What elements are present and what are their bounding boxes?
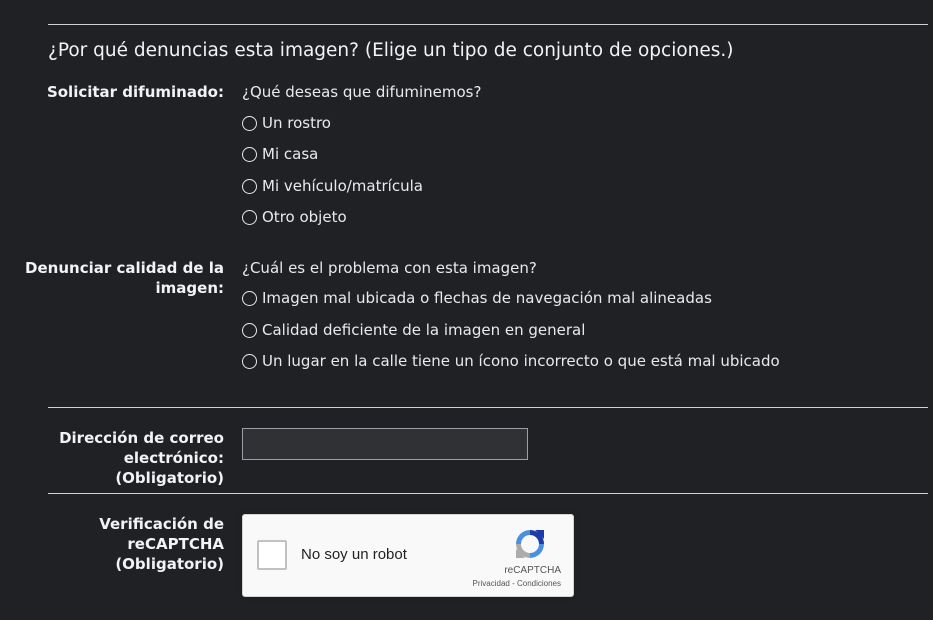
radio-button-icon[interactable]	[242, 291, 257, 306]
recaptcha-links	[473, 579, 562, 588]
blur-section-label: Solicitar difuminado:	[46, 83, 224, 101]
recaptcha-terms-link[interactable]: Condiciones	[516, 579, 561, 588]
quality-option-poor-quality[interactable]	[242, 320, 585, 340]
recaptcha-link-separator: -	[509, 579, 517, 588]
blur-prompt: ¿Qué deseas que difuminemos?	[242, 83, 482, 101]
report-question-heading: ¿Por qué denuncias esta imagen? (Elige un tipo de conjunto de opciones.)	[48, 40, 734, 61]
radio-button-icon[interactable]	[242, 210, 257, 225]
blur-option-house[interactable]	[242, 144, 318, 164]
label-line: Denunciar calidad de la	[25, 259, 224, 277]
top-divider	[48, 24, 928, 25]
recaptcha-privacy-link[interactable]: Privacidad	[472, 579, 510, 588]
quality-option-wrong-icon[interactable]	[242, 351, 780, 371]
recaptcha-logo-icon	[513, 527, 547, 561]
divider	[48, 493, 928, 494]
radio-label: Un rostro	[262, 114, 331, 132]
blur-option-other-object[interactable]	[242, 207, 347, 227]
recaptcha-checkbox[interactable]	[257, 540, 287, 570]
recaptcha-checkbox-label: No soy un robot	[301, 546, 407, 563]
radio-label: Calidad deficiente de la imagen en general	[262, 321, 586, 339]
radio-label: Mi casa	[262, 145, 319, 163]
blur-option-vehicle[interactable]	[242, 176, 423, 196]
radio-button-icon[interactable]	[242, 116, 257, 131]
label-line: electrónico:	[123, 449, 224, 467]
radio-label: Imagen mal ubicada o flechas de navegación mal alineadas	[262, 289, 712, 307]
radio-button-icon[interactable]	[242, 323, 257, 338]
label-line: (Obligatorio)	[115, 555, 224, 573]
quality-prompt: ¿Cuál es el problema con esta imagen?	[242, 259, 537, 277]
radio-label: Mi vehículo/matrícula	[262, 177, 423, 195]
radio-label: Otro objeto	[262, 208, 347, 226]
label-line: Dirección de correo	[59, 429, 224, 447]
label-line: (Obligatorio)	[115, 469, 224, 487]
radio-button-icon[interactable]	[242, 354, 257, 369]
divider	[48, 407, 928, 408]
email-label	[59, 428, 224, 488]
label-line: imagen:	[155, 279, 224, 297]
blur-option-face[interactable]	[242, 113, 331, 133]
quality-section-label	[25, 258, 224, 298]
recaptcha-widget	[242, 514, 574, 597]
recaptcha-label	[99, 514, 224, 574]
email-input[interactable]	[242, 428, 528, 460]
quality-option-misplaced[interactable]	[242, 288, 712, 308]
radio-button-icon[interactable]	[242, 179, 257, 194]
radio-button-icon[interactable]	[242, 147, 257, 162]
label-line: Verificación de	[99, 515, 224, 533]
radio-label: Un lugar en la calle tiene un ícono incorrecto o que está mal ubicado	[262, 352, 780, 370]
recaptcha-brand: reCAPTCHA	[504, 565, 561, 576]
label-line: reCAPTCHA	[127, 535, 224, 553]
